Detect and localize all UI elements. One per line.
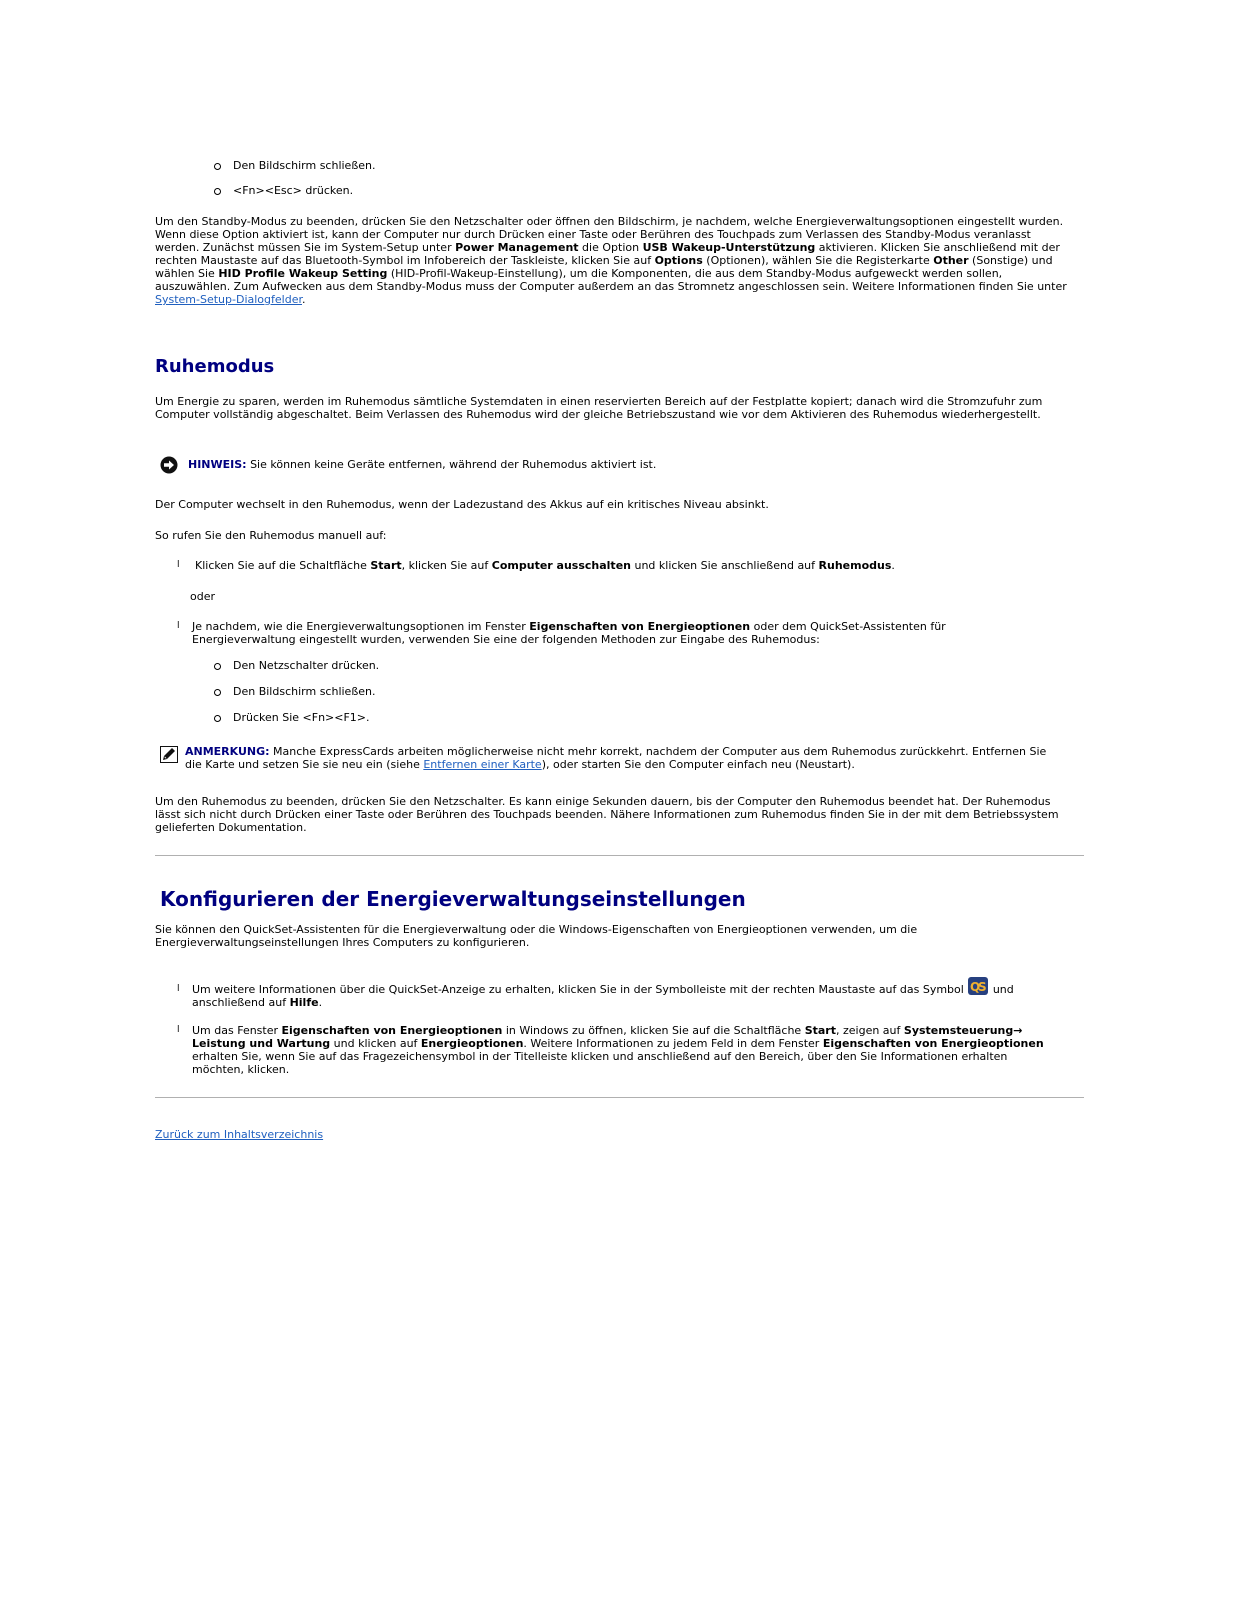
notice-arrow-icon (160, 456, 178, 474)
circle-bullet (214, 715, 221, 722)
list-item: Drücken Sie <Fn><F1>. (233, 711, 370, 724)
pencil-note-icon (160, 746, 178, 763)
standby-paragraph: Um den Standby-Modus zu beenden, drücken Sie den Netzschalter oder öffnen den Bildschirm, je nachdem, welche Energieverwaltungsoptionen eingestellt wurden. Wenn diese Option aktiviert ist, kann der Computer nur durch Drücken einer Taste oder Berühren des Touchpads zum Verlassen des Standby-Modus veranlasst werden. Zunächst müssen Sie im System-Setup unter Power Management die Option USB Wakeup-Unterstützung aktivieren. Klicken Sie anschließend mit der rechten Maustaste auf das Bluetooth-Symbol im Infobereich der Taskleiste, klicken Sie auf Options (Optionen), wählen Sie die Registerkarte Other (Sonstige) und wählen Sie HID Profile Wakeup Setting (HID-Profil-Wakeup-Einstellung), um die Komponenten, die aus dem Standby-Modus aufgeweckt werden sollen, auszuwählen. Zum Aufwecken aus dem Standby-Modus muss der Computer außerdem an das Stromnetz angeschlossen sein. Weitere Informationen finden Sie unter System-Setup-Dialogfelder. (155, 215, 1067, 306)
list-item: <Fn><Esc> drücken. (233, 184, 354, 197)
oder-text: oder (190, 590, 216, 603)
link-system-setup[interactable]: System-Setup-Dialogfelder (155, 293, 302, 306)
list-bullet: l (177, 1025, 180, 1035)
circle-bullet (214, 663, 221, 670)
konfig-intro: Sie können den QuickSet-Assistenten für die Energieverwaltung oder die Windows-Eigenschaften von Energieoptionen verwenden, um die Energieverwaltungseinstellungen Ihres Computers zu konfigurieren. (155, 923, 918, 949)
list-item: Den Bildschirm schließen. (233, 159, 376, 172)
svg-text:S: S (978, 980, 987, 994)
hinweis-note: HINWEIS: Sie können keine Geräte entfernen, während der Ruhemodus aktiviert ist. (188, 458, 657, 471)
back-to-contents-link[interactable]: Zurück zum Inhaltsverzeichnis (155, 1128, 324, 1141)
list-bullet: l (177, 984, 180, 994)
list-item: Den Netzschalter drücken. (233, 659, 380, 672)
circle-bullet (214, 188, 221, 195)
link-entfernen-einer-karte[interactable]: Entfernen einer Karte (423, 758, 542, 771)
divider (155, 855, 1084, 856)
ruhemodus-paragraph-3: So rufen Sie den Ruhemodus manuell auf: (155, 529, 387, 542)
section-heading-konfigurieren: Konfigurieren der Energieverwaltungseinstellungen (160, 887, 746, 911)
list-bullet: l (177, 621, 180, 631)
anmerkung-note: ANMERKUNG: Manche ExpressCards arbeiten möglicherweise nicht mehr korrekt, nachdem der Computer aus dem Ruhemodus zurückkehrt. Entfernen Sie die Karte und setzen Sie sie neu ein (siehe Entfernen einer Karte), oder starten Sie den Computer einfach neu (Neustart). (185, 745, 1047, 771)
ruhemodus-intro: Um Energie zu sparen, werden im Ruhemodus sämtliche Systemdaten in einen reservierten Bereich auf der Festplatte kopiert; danach wird die Stromzufuhr zum Computer vollständig abgeschaltet. Beim Verlassen des Ruhemodus wird der gleiche Betriebszustand wie vor dem Aktivieren des Ruhemodus wiederhergestellt. (155, 395, 1043, 421)
section-heading-ruhemodus: Ruhemodus (155, 356, 275, 377)
ruhemodus-closing: Um den Ruhemodus zu beenden, drücken Sie den Netzschalter. Es kann einige Sekunden dauern, bis der Computer den Ruhemodus beendet hat. Der Ruhemodus lässt sich nicht durch Drücken einer Taste oder Berühren des Touchpads beenden. Nähere Informationen zum Ruhemodus finden Sie in der mit dem Betriebssystem gelieferten Dokumentation. (155, 795, 1059, 834)
list-item: Um das Fenster Eigenschaften von Energieoptionen in Windows zu öffnen, klicken Sie auf die Schaltfläche Start, zeigen auf Systemsteuerung→ Leistung und Wartung und klicken auf Energieoptionen. Weitere Informationen zu jedem Feld in dem Fenster Eigenschaften von Energieoptionen erhalten Sie, wenn Sie auf das Fragezeichensymbol in der Titelleiste klicken und anschließend auf den Bereich, über den Sie Informationen erhalten möchten, klicken. (192, 1024, 1044, 1076)
ruhemodus-paragraph-2: Der Computer wechselt in den Ruhemodus, wenn der Ladezustand des Akkus auf ein kritisches Niveau absinkt. (155, 498, 769, 511)
list-item: Um weitere Informationen über die QuickSet-Anzeige zu erhalten, klicken Sie in der Symbolleiste mit der rechten Maustaste auf das Symbol Q S und anschließend auf Hilfe. (192, 983, 1062, 1009)
divider (155, 1097, 1084, 1098)
list-item: Klicken Sie auf die Schaltfläche Start, klicken Sie auf Computer ausschalten und klicken Sie anschließend auf Ruhemodus. (195, 559, 895, 572)
svg-text:Q: Q (970, 980, 981, 994)
circle-bullet (214, 163, 221, 170)
list-bullet: l (177, 560, 180, 570)
circle-bullet (214, 689, 221, 696)
list-item: Den Bildschirm schließen. (233, 685, 376, 698)
list-item: Je nachdem, wie die Energieverwaltungsoptionen im Fenster Eigenschaften von Energieoptionen oder dem QuickSet-Assistenten für Energieverwaltung eingestellt wurden, verwenden Sie eine der folgenden Methoden zur Eingabe des Ruhemodus: (192, 620, 946, 646)
quickset-icon (967, 976, 989, 996)
